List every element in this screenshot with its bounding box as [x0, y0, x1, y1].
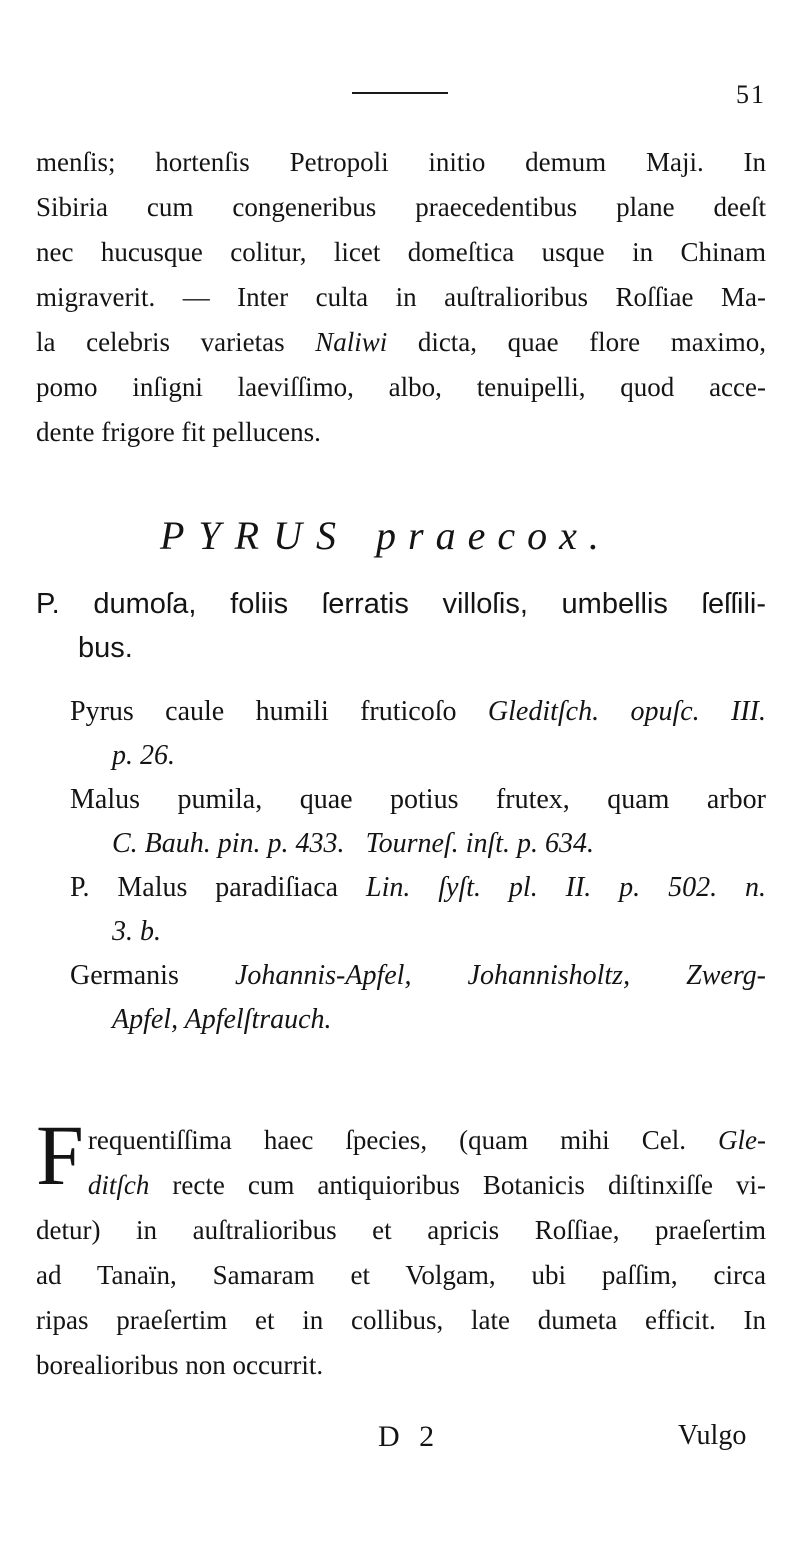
text-run: la celebris varietas [36, 327, 316, 357]
text-line: ad Tanaïn, Samaram et Volgam, ubi paſſim, circa [36, 1260, 766, 1290]
synonym-line: 3. b. [112, 916, 161, 947]
author-name: Gle- [718, 1125, 766, 1155]
species-epithet: praecox. [376, 513, 611, 558]
synonym-line: Apfel, Apfelſtrauch. [112, 1004, 332, 1035]
text-line: Sibiria cum congeneribus praecedentibus plane deeſt [36, 192, 766, 222]
text-line: ripas praeſertim et in collibus, late dumeta efficit. In [36, 1305, 766, 1335]
synonym-entry [70, 866, 766, 954]
synonym-entry [70, 954, 766, 1042]
species-heading [160, 512, 611, 559]
synonym-reference: Tourneſ. inſt. p. 634. [365, 828, 595, 859]
author-name: ditſch [87, 1170, 150, 1200]
text-line [36, 320, 766, 365]
synonym-reference: C. Bauh. pin. p. 433. [112, 828, 345, 859]
diagnosis-line: P. dumoſa, foliis ſerratis villoſis, umbellis ſeſſili- [36, 588, 766, 620]
synonym-line [70, 690, 766, 734]
synonym-list [70, 690, 766, 1042]
species-diagnosis [36, 582, 766, 670]
header-rule [352, 92, 448, 94]
text-line: menſis; hortenſis Petropoli initio demum Maji. In [36, 147, 766, 177]
genus-name: PYRUS [160, 513, 350, 558]
text-run: recte cum antiquioribus Botanicis diſtinxiſſe vi- [149, 1170, 766, 1200]
text-run: requentiſſima haec ſpecies, (quam mihi Cel. [87, 1125, 719, 1155]
synonym-reference: Lin. ſyſt. pl. II. p. 502. n. [366, 872, 766, 903]
common-names: Johannis-Apfel, Johannisholtz, Zwerg- [234, 960, 767, 991]
synonym-line: p. 26. [112, 740, 175, 771]
text-line: dente frigore fit pellucens. [36, 417, 321, 447]
synonym-line [70, 954, 766, 998]
text-line: borealioribus non occurrit. [36, 1350, 324, 1380]
synonym-reference: Gleditſch. opuſc. III. [487, 696, 767, 727]
page-number: 51 [736, 80, 766, 109]
catchword: Vulgo [678, 1420, 747, 1451]
text-line: migraverit. — Inter culta in auſtralioribus Roſſiae Ma- [36, 282, 766, 312]
synonym-entry [70, 778, 766, 866]
text-line [36, 1118, 766, 1163]
synonym-line [70, 866, 766, 910]
signature-mark: D 2 [378, 1420, 441, 1453]
synonym-text: Germanis [70, 960, 235, 991]
bottom-paragraph [36, 1107, 766, 1388]
text-line: detur) in auſtralioribus et apricis Roſſiae, praeſertim [36, 1215, 766, 1245]
synonym-line: Malus pumila, quae potius frutex, quam arbor [70, 784, 766, 815]
text-run: dicta, quae flore maximo, [387, 327, 766, 357]
synonym-text: Pyrus caule humili fruticoſo [70, 696, 488, 727]
drop-cap: F [36, 1107, 84, 1203]
text-line: nec hucusque colitur, licet domeſtica usque in Chinam [36, 237, 766, 267]
top-paragraph [36, 140, 766, 455]
variety-name: Naliwi [315, 327, 388, 357]
synonym-line [70, 822, 766, 866]
text-line [36, 1163, 766, 1208]
synonym-text: P. Malus paradiſiaca [70, 872, 366, 903]
text-line: pomo inſigni laeviſſimo, albo, tenuipelli, quod acce- [36, 372, 766, 402]
diagnosis-line: bus. [78, 632, 133, 664]
synonym-entry [70, 690, 766, 778]
